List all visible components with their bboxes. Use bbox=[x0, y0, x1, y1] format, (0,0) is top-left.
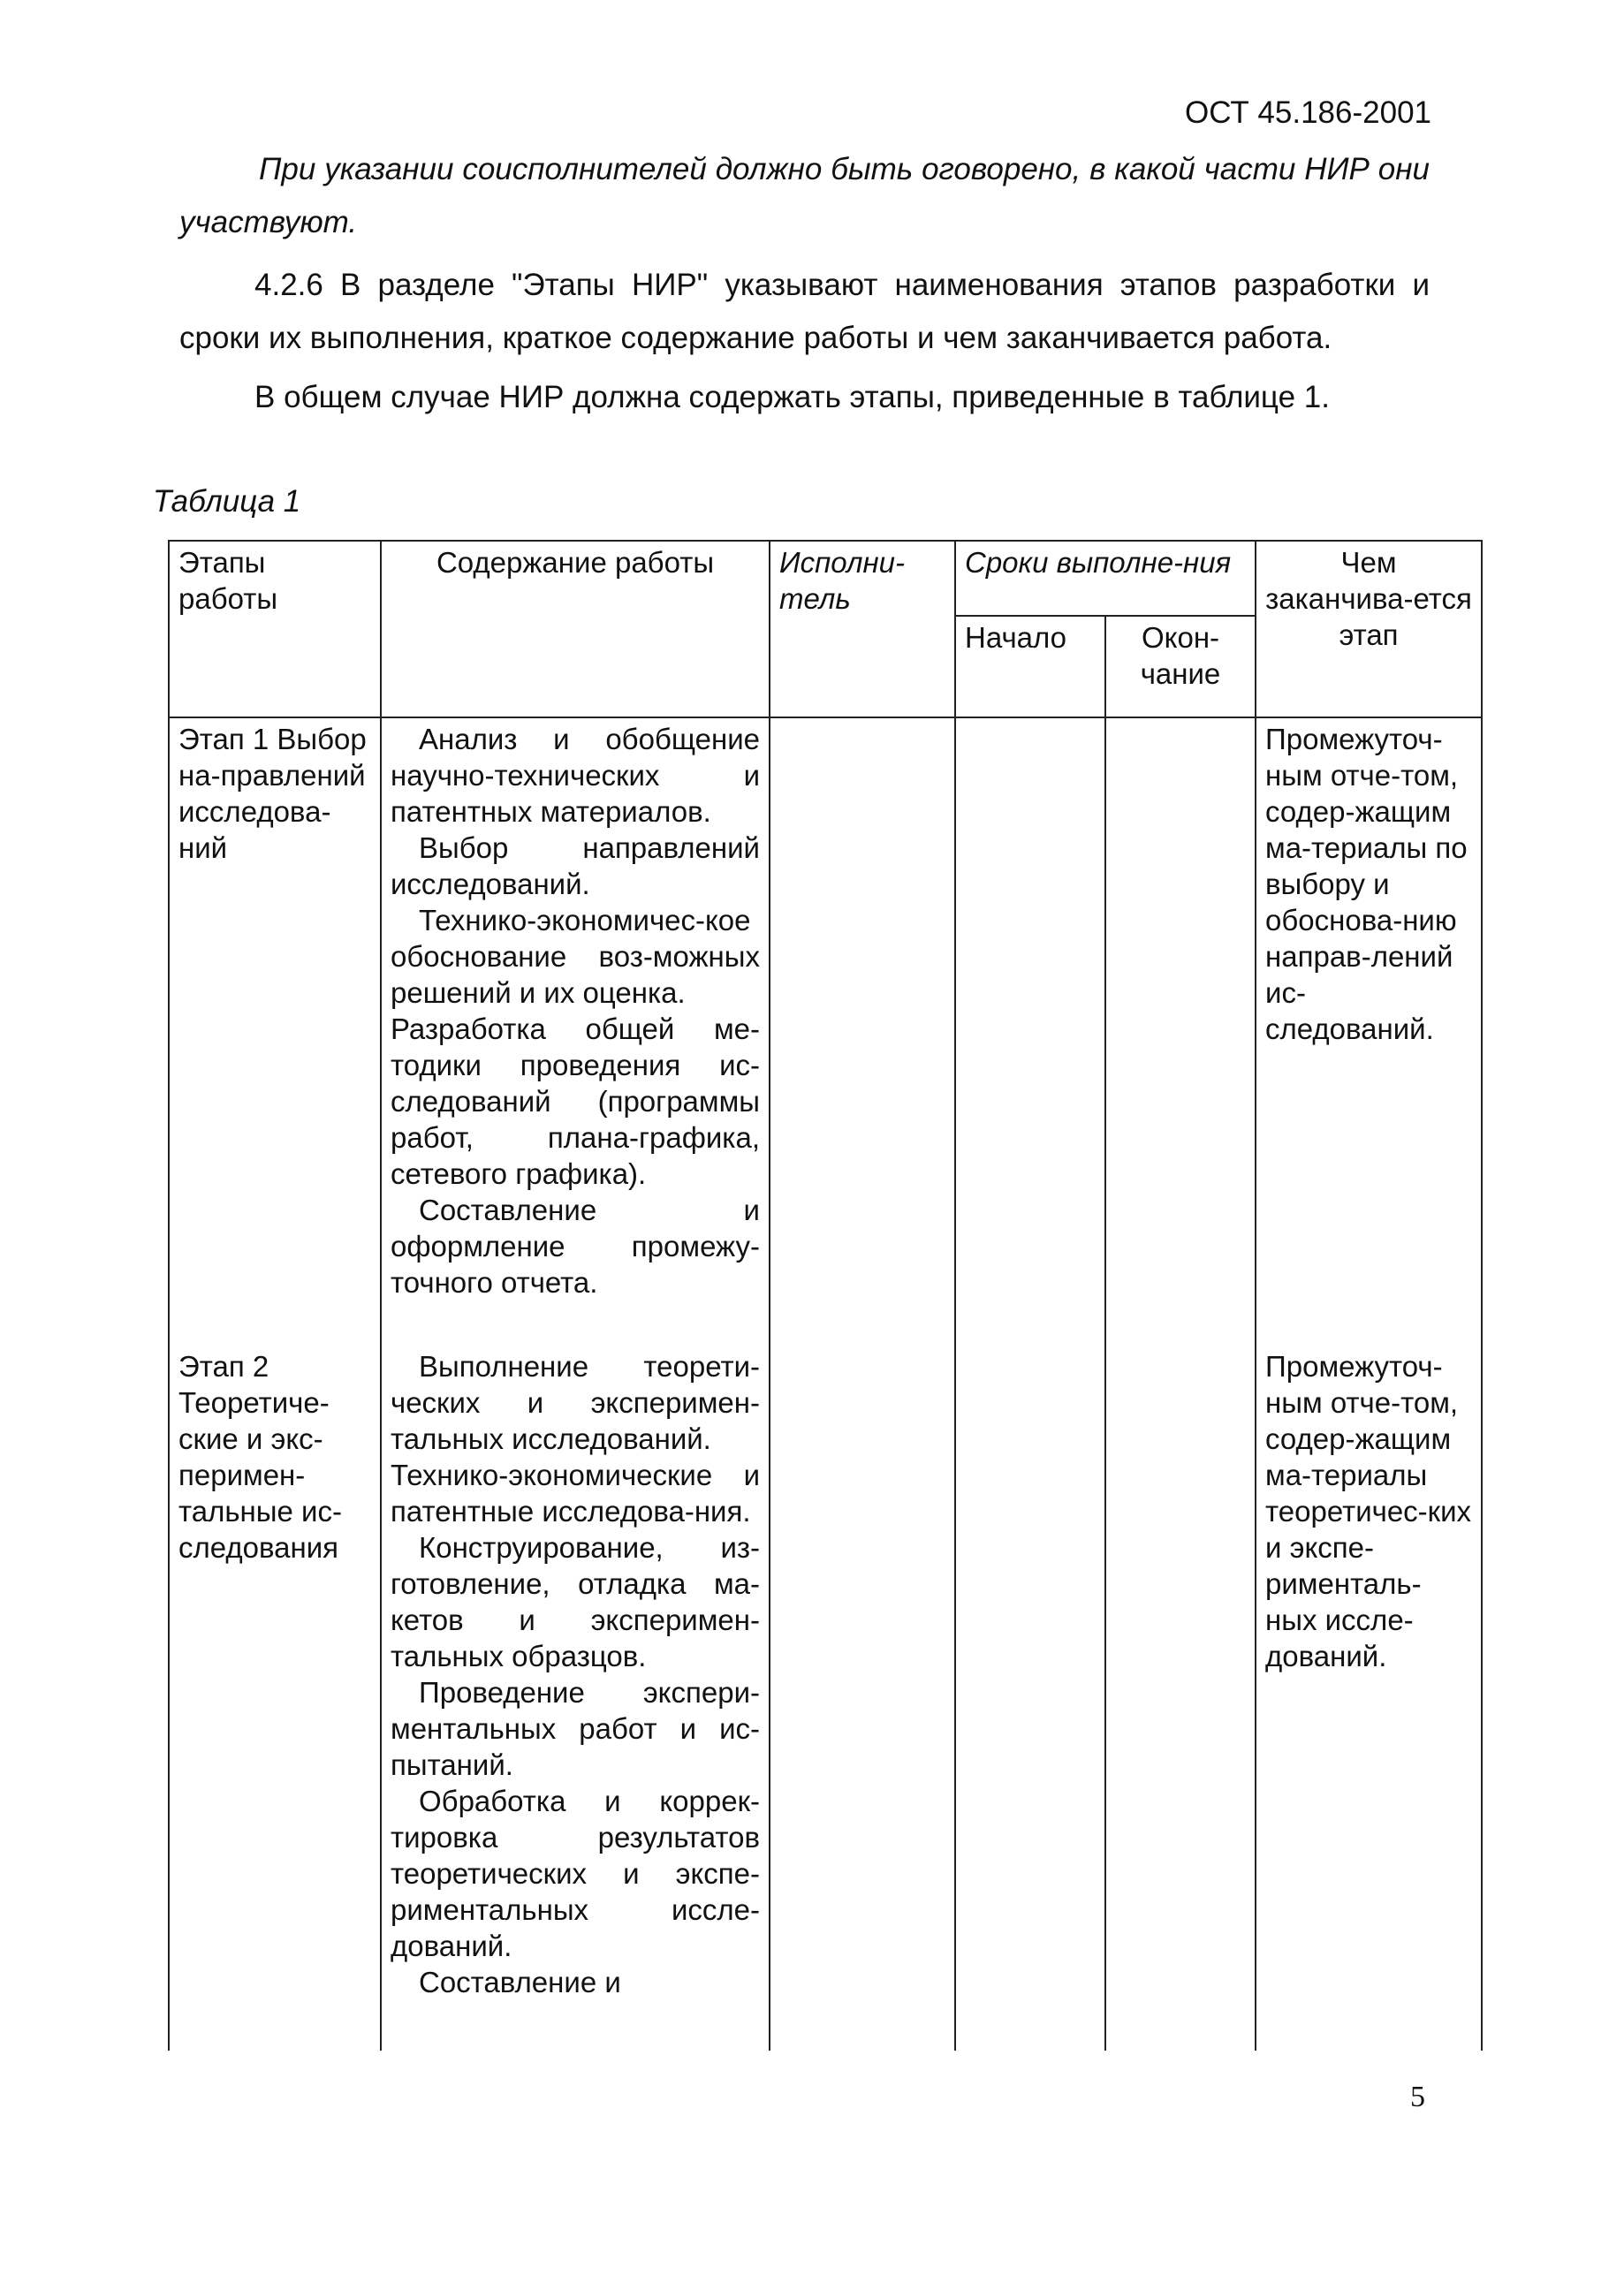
header-end: Окон-чание bbox=[1105, 616, 1256, 717]
document-code: ОСТ 45.186-2001 bbox=[1184, 95, 1431, 130]
header-start: Начало bbox=[955, 616, 1105, 717]
header-result: Чем заканчива-ется этап bbox=[1256, 541, 1482, 717]
content-item: Выбор направлений исследований. bbox=[391, 831, 760, 900]
table-row-stage-1 bbox=[169, 717, 1482, 1346]
end-cell bbox=[1105, 717, 1256, 1346]
executor-cell bbox=[770, 1346, 955, 2051]
content-cell bbox=[381, 1346, 770, 2051]
header-stages: Этапы работы bbox=[169, 541, 381, 717]
end-cell bbox=[1105, 1346, 1256, 2051]
content-item: Составление и bbox=[419, 1966, 621, 1999]
content-item: Обработка и коррек-тировка результатов теоретических и экспе-риментальных иссле-дований. bbox=[391, 1785, 760, 1963]
start-cell bbox=[955, 717, 1105, 1346]
paragraph-coexecutors: При указании соисполнителей должно быть оговорено, в какой части НИР они участвуют. bbox=[179, 152, 1430, 239]
result-cell: Промежуточ-ным отче-том, содер-жащим ма-териалы по выбору и обоснова-нию направ-лений ис-следований. bbox=[1256, 717, 1482, 1346]
stage-cell: Этап 1 Выбор на-правлений исследова-ний bbox=[169, 717, 381, 1346]
header-content: Содержание работы bbox=[381, 541, 770, 717]
stage-cell: Этап 2 Теоретиче-ские и экс-перимен-тальные ис-следования bbox=[169, 1346, 381, 2051]
table-caption: Таблица 1 bbox=[153, 484, 301, 519]
paragraph-stages-general: В общем случае НИР должна содержать этапы, приведенные в таблице 1. bbox=[254, 380, 1330, 414]
paragraph-4-2-6: 4.2.6 В разделе "Этапы НИР" указывают наименования этапов разработки и сроки их выполнения, краткое содержание работы и чем заканчивается работа. bbox=[179, 268, 1430, 355]
header-executor: Исполни-тель bbox=[770, 541, 955, 717]
content-cell bbox=[381, 717, 770, 1346]
content-item: Составление и оформление промежу-точного отчета. bbox=[391, 1194, 760, 1299]
content-item: Конструирование, из-готовление, отладка ма-кетов и эксперимен-тальных образцов. bbox=[391, 1531, 760, 1673]
content-item: Проведение экспери-ментальных работ и ис-пытаний. bbox=[391, 1676, 760, 1782]
content-item: Анализ и обобщение научно-технических и патентных материалов. bbox=[391, 723, 760, 828]
table-row-stage-2 bbox=[169, 1346, 1482, 2051]
content-item: Технико-экономические и патентные исследова-ния. bbox=[391, 1459, 760, 1528]
content-item: Выполнение теорети-ческих и эксперимен-тальных исследований. bbox=[391, 1350, 760, 1456]
result-cell: Промежуточ-ным отче-том, содер-жащим ма-териалы теоретичес-ких и экспе-рименталь-ных иссле-дований. bbox=[1256, 1346, 1482, 2051]
header-terms: Сроки выполне-ния bbox=[955, 541, 1256, 616]
executor-cell bbox=[770, 717, 955, 1346]
content-item: Разработка общей ме-тодики проведения ис-следований (программы работ, плана-графика, сетевого графика). bbox=[391, 1012, 760, 1190]
content-item: Технико-экономичес-кое обоснование воз-можных решений и их оценка. bbox=[391, 904, 760, 1009]
table-header-row bbox=[169, 541, 1482, 616]
stages-table bbox=[168, 540, 1483, 2051]
page-number: 5 bbox=[1410, 2081, 1425, 2113]
start-cell bbox=[955, 1346, 1105, 2051]
